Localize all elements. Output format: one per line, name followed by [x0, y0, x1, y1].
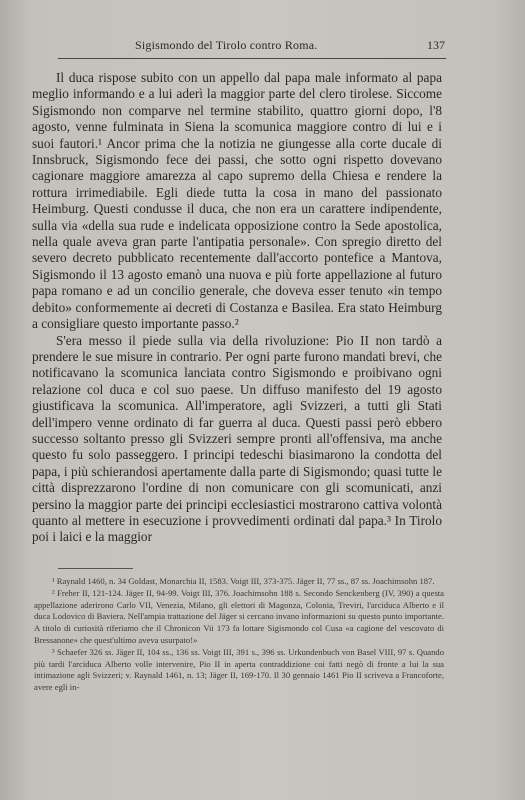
running-title: Sigismondo del Tirolo contro Roma. [135, 38, 318, 52]
body-text [32, 70, 442, 546]
header-rule [58, 58, 446, 59]
footnote: ¹ Raynald 1460, n. 34 Goldast, Monarchia II, 1583. Voigt III, 373-375. Jäger II, 77 ss., 87 ss. Joachimsohn 187. [52, 576, 435, 586]
page-header [60, 38, 445, 54]
footnote: ² Freher II, 121-124. Jäger II, 94-99. Voigt III, 376. Joachimsohn 188 s. Secondo Senckenberg (IV, 390) a questa appellazione aderirono Carlo VII, Venezia, Milano, gli elettori di Magonza, Colonia, Treviri, l'arciduca Alberto e il duca Lodovico di Baviera. Nell'ampia trattazione del Jäger si cercano invano informazioni su questo punto importante. A titolo di curiosità riferiamo che il Chronicon Vii 173 fa lottare Sigismondo col Cusa «a cagione del vescovato di Bressanone» che quest'ultimo aveva usurpato!» [34, 587, 444, 645]
paragraph: Il duca rispose subito con un appello dal papa male informato al papa meglio informando e a lui aderì la maggior parte del clero tirolese. Siccome Sigismondo non comparve nel termine stabilito, quattro giorni dopo, l'8 agosto, venne fulminata in Siena la scomunica maggiore contro di lui e i suoi fautori.¹ Ancor prima che la notizia ne giungesse alla corte ducale di Innsbruck, Sigismondo fece dei passi, che sotto ogni rispetto dovevano cagionare maggiore amarezza al capo supremo della Chiesa e rendere la rottura irrimediabile. Egli diede tutta la cosa in mano del passionato Heimburg. Questi condusse il duca, che non era un carattere indipendente, sulla via «della sua rude e indelicata opposizione contro la Sede apostolica, nella quale aveva gran parte l'antipatia personale». Con spregio diretto del severo decreto pubblicato recentemente dall'accorto pontefice a Mantova, Sigismondo il 13 agosto emanò una nuova e più forte appellazione al futuro papa romano e ad un concilio generale, che doveva esser tenuto «in tempo debito» conformemente ai decreti di Costanza e Basilea. Era stato Heimburg a consigliare questo importante passo.² [32, 70, 442, 332]
paragraph: S'era messo il piede sulla via della rivoluzione: Pio II non tardò a prendere le sue misure in contrario. Per ogni parte furono mandati brevi, che notificavano la scomunica lanciata contro Sigismondo e proibivano ogni relazione col duca e col suo paese. Un diffuso manifesto del 19 agosto giustificava la scomunica. All'imperatore, agli Svizzeri, a tutti gli Stati dell'impero venne ordinato di far guerra al duca. Questi passi però ebbero successo soltanto presso gli Svizzeri sempre pronti all'offensiva, ma anche questo fu solo passeggero. I principi tedeschi biasimarono la condotta del papa, i più schierandosi apertamente dalla parte di Sigismondo; quasi tutte le città disprezzarono l'ordine di non comunicare con gli scomunicati, anzi persino la maggior parte dei principi ecclesiastici mostrarono cattiva volontà quanto al mettere in esecuzione i provvedimenti ordinati dal papa.³ In Tirolo poi i laici e la maggior [32, 332, 442, 545]
footnotes [34, 576, 444, 694]
page-number: 137 [427, 38, 445, 52]
footnote: ³ Schaefer 326 ss. Jäger II, 104 ss., 136 ss. Voigt III, 391 s., 396 ss. Urkundenbuch von Basel VIII, 97 s. Quando più tardi l'arciduca Alberto volle intervenire, Pio II in aperta contraddizione coi fatti negò di fronte a lui la sua intimazione agli Svizzeri; v. Raynald 1461, n. 13; Jäger II, 169-170. Il 30 gennaio 1461 Pio II scriveva a Francoforte, avere egli in- [34, 646, 444, 693]
footnote-rule [58, 568, 133, 569]
